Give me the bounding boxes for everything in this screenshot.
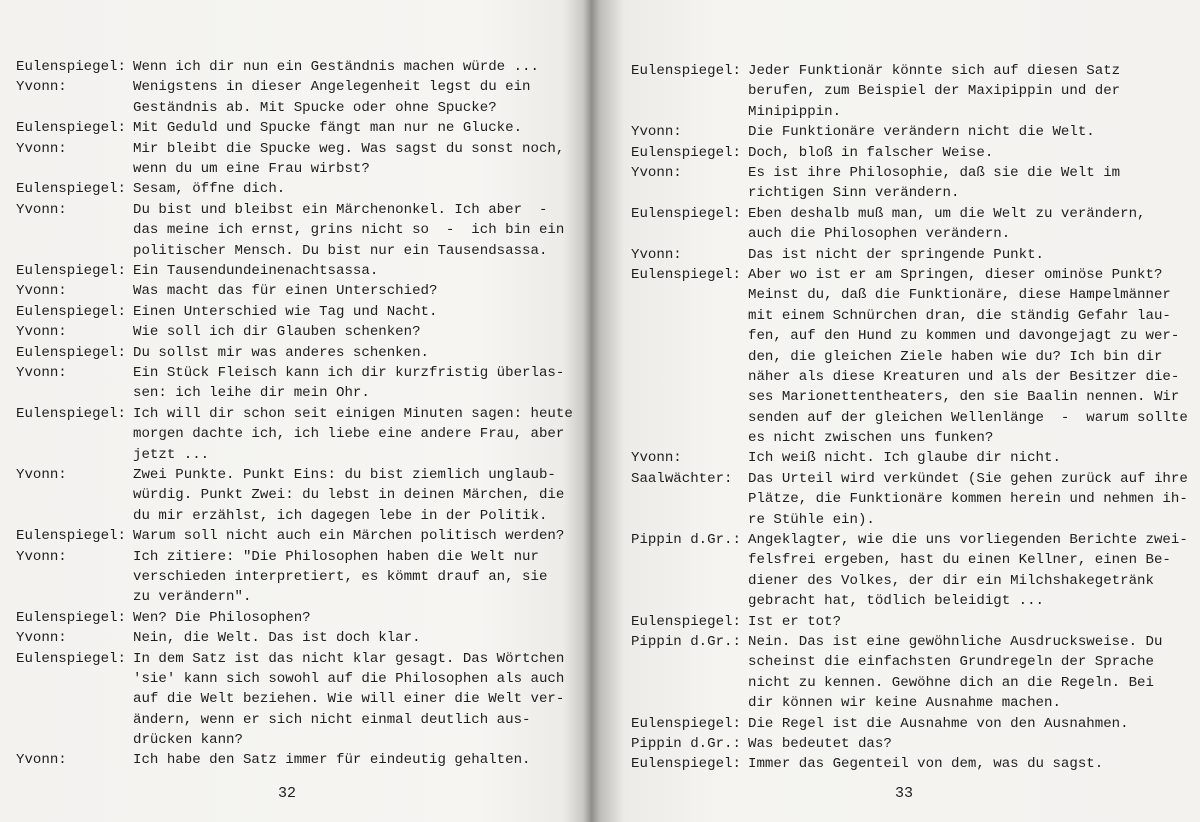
dialogue-entry — [16, 261, 576, 281]
speech-line: du mir erzählst, ich dagegen lebe in der Politik. — [133, 507, 548, 524]
speech-line: Doch, bloß in falscher Weise. — [748, 144, 994, 161]
speech-line: dir können wir keine Ausnahme machen. — [748, 695, 1061, 712]
dialogue-entry — [631, 143, 1186, 163]
speech-line: senden auf der gleichen Wellenlänge - warum sollte — [748, 409, 1188, 426]
speaker-name: Yvonn: — [16, 752, 67, 769]
dialogue-left — [16, 57, 576, 771]
dialogue-entry — [16, 750, 576, 770]
dialogue-entry — [631, 632, 1186, 714]
dialogue-entry — [16, 526, 576, 546]
speech-line: Die Funktionäre verändern nicht die Welt. — [748, 124, 1095, 141]
speaker-name: Eulenspiegel: — [16, 303, 126, 320]
speech-text — [133, 628, 576, 648]
speaker-name: Eulenspiegel: — [16, 59, 126, 75]
speech-line: drücken kann? — [133, 732, 243, 749]
speaker-name: Eulenspiegel: — [631, 613, 741, 630]
speech-line: Ich will dir schon seit einigen Minuten sagen: heute — [133, 405, 573, 422]
speech-text — [748, 714, 1186, 734]
speaker-name: Eulenspiegel: — [631, 715, 741, 732]
speech-line: Das ist nicht der springende Punkt. — [748, 246, 1045, 263]
speech-text — [133, 57, 576, 77]
speaker-name: Eulenspiegel: — [631, 266, 741, 283]
speech-line: In dem Satz ist das nicht klar gesagt. Das Wörtchen — [133, 650, 565, 667]
speaker-name: Yvonn: — [16, 548, 67, 565]
speech-line: Nein, die Welt. Das ist doch klar. — [133, 630, 421, 647]
speech-line: Einen Unterschied wie Tag und Nacht. — [133, 303, 438, 320]
dialogue-entry — [631, 612, 1186, 632]
speech-line: ses Marionettentheaters, den sie Baalin nennen. Wir — [748, 389, 1180, 406]
speaker-name: Pippin d.Gr.: — [631, 532, 741, 549]
speech-text — [133, 343, 576, 363]
dialogue-entry — [631, 204, 1186, 245]
speech-line: fen, auf den Hund zu kommen und davongejagt zu wer- — [748, 328, 1180, 345]
speech-text — [748, 122, 1186, 142]
speech-text — [748, 754, 1186, 774]
speaker-name: Eulenspiegel: — [16, 405, 126, 422]
speech-line: Was bedeutet das? — [748, 735, 892, 752]
dialogue-right — [631, 61, 1186, 775]
speech-line: re Stühle ein). — [748, 511, 875, 528]
speech-line: Jeder Funktionär könnte sich auf diesen Satz — [748, 63, 1121, 79]
speech-line: Ich weiß nicht. Ich glaube dir nicht. — [748, 450, 1061, 467]
speech-text — [133, 118, 576, 138]
dialogue-entry — [16, 547, 576, 608]
dialogue-entry — [16, 302, 576, 322]
speech-line: verschieden interpretiert, es kömmt drauf an, sie — [133, 568, 548, 585]
speech-line: Ich zitiere: "Die Philosophen haben die Welt nur — [133, 548, 539, 565]
speech-line: mit einem Schnürchen dran, die ständig Gefahr lau- — [748, 307, 1171, 324]
speech-line: Ist er tot? — [748, 613, 842, 630]
speech-line: näher als diese Kreaturen und als der Besitzer die- — [748, 368, 1180, 385]
speech-text — [133, 179, 576, 199]
dialogue-entry — [631, 754, 1186, 774]
speech-text — [133, 750, 576, 770]
speech-line: Eben deshalb muß man, um die Welt zu verändern, — [748, 205, 1146, 222]
speaker-name: Yvonn: — [631, 450, 682, 467]
dialogue-entry — [631, 265, 1186, 449]
speaker-name: Eulenspiegel: — [16, 528, 126, 545]
speech-text — [133, 261, 576, 281]
speech-line: Mit Geduld und Spucke fängt man nur ne Glucke. — [133, 120, 523, 137]
speech-text — [133, 200, 576, 261]
speech-line: Du sollst mir was anderes schenken. — [133, 344, 430, 361]
speech-line: Es ist ihre Philosophie, daß sie die Welt im — [748, 164, 1121, 181]
page-number-right: 33 — [895, 785, 914, 802]
speaker-name: Eulenspiegel: — [631, 63, 741, 79]
speaker-name: Eulenspiegel: — [631, 205, 741, 222]
speech-text — [133, 465, 576, 526]
speech-text — [748, 143, 1186, 163]
dialogue-entry — [16, 179, 576, 199]
speech-text — [133, 608, 576, 628]
speech-text — [748, 530, 1188, 612]
speaker-name: Yvonn: — [16, 364, 67, 381]
speech-text — [748, 612, 1186, 632]
speaker-name: Yvonn: — [16, 201, 67, 218]
speech-text — [133, 302, 576, 322]
speaker-name: Eulenspiegel: — [16, 650, 126, 667]
speech-line: Wen? Die Philosophen? — [133, 609, 311, 626]
dialogue-entry — [16, 649, 576, 751]
speaker-name: Yvonn: — [631, 164, 682, 181]
speech-line: ändern, wenn er sich nicht einmal deutlich aus- — [133, 711, 531, 728]
dialogue-entry — [631, 714, 1186, 734]
speaker-name: Yvonn: — [16, 140, 67, 157]
speech-line: Die Regel ist die Ausnahme von den Ausnahmen. — [748, 715, 1129, 732]
speech-line: Sesam, öffne dich. — [133, 181, 286, 198]
speech-line: felsfrei ergeben, hast du einen Kellner, einen Be- — [748, 552, 1171, 569]
speaker-name: Saalwächter: — [631, 470, 733, 487]
speech-line: Ein Tausendundeinenachtsassa. — [133, 262, 379, 279]
dialogue-entry — [16, 363, 576, 404]
dialogue-entry — [16, 281, 576, 301]
speaker-name: Pippin d.Gr.: — [631, 634, 741, 651]
speaker-name: Yvonn: — [631, 246, 682, 263]
dialogue-entry — [631, 122, 1186, 142]
dialogue-entry — [16, 343, 576, 363]
speech-text — [133, 281, 576, 301]
dialogue-entry — [16, 77, 576, 118]
speech-text — [133, 404, 576, 465]
page-right — [615, 0, 1200, 822]
dialogue-entry — [631, 448, 1186, 468]
speech-line: Was macht das für einen Unterschied? — [133, 283, 438, 300]
speech-line: 'sie' kann sich sowohl auf die Philosophen als auch — [133, 670, 565, 687]
speech-line: Warum soll nicht auch ein Märchen politisch werden? — [133, 528, 565, 545]
speech-text — [748, 469, 1188, 530]
dialogue-entry — [16, 608, 576, 628]
speech-line: politischer Mensch. Du bist nur ein Tausendsassa. — [133, 242, 548, 259]
speaker-name: Yvonn: — [16, 466, 67, 483]
page-number-left: 32 — [278, 785, 297, 802]
speech-line: gebracht hat, tödlich beleidigt ... — [748, 593, 1045, 610]
speech-line: Ich habe den Satz immer für eindeutig gehalten. — [133, 752, 531, 769]
speech-line: Wenn ich dir nun ein Geständnis machen würde ... — [133, 59, 539, 75]
dialogue-entry — [16, 118, 576, 138]
speech-line: würdig. Punkt Zwei: du lebst in deinen Märchen, die — [133, 487, 565, 504]
speech-text — [748, 265, 1188, 449]
speaker-name: Yvonn: — [16, 283, 67, 300]
speech-line: Aber wo ist er am Springen, dieser ominöse Punkt? — [748, 266, 1163, 283]
speech-line: zu verändern". — [133, 589, 252, 606]
speaker-name: Yvonn: — [16, 324, 67, 341]
speech-line: Plätze, die Funktionäre kommen herein und nehmen ih- — [748, 491, 1188, 508]
speech-text — [748, 734, 1186, 754]
speech-line: Wie soll ich dir Glauben schenken? — [133, 324, 421, 341]
dialogue-entry — [631, 245, 1186, 265]
speech-text — [133, 363, 576, 404]
speaker-name: Pippin d.Gr.: — [631, 735, 741, 752]
speech-text — [133, 547, 576, 608]
speech-line: Immer das Gegenteil von dem, was du sagst. — [748, 756, 1104, 773]
speech-line: Geständnis ab. Mit Spucke oder ohne Spucke? — [133, 99, 497, 116]
speech-line: auf die Welt beziehen. Wie will einer die Welt ver- — [133, 691, 565, 708]
speaker-name: Eulenspiegel: — [631, 144, 741, 161]
speech-text — [133, 322, 576, 342]
speaker-name: Eulenspiegel: — [631, 756, 741, 773]
page-left — [0, 0, 585, 822]
speaker-name: Yvonn: — [16, 630, 67, 647]
speech-line: scheinst die einfachsten Grundregeln der Sprache — [748, 654, 1154, 671]
dialogue-entry — [631, 530, 1186, 612]
speech-text — [133, 77, 576, 118]
dialogue-entry — [16, 139, 576, 180]
speech-line: jetzt ... — [133, 446, 210, 463]
speech-line: Mir bleibt die Spucke weg. Was sagst du sonst noch, — [133, 140, 565, 157]
speech-line: wenn du um eine Frau wirbst? — [133, 160, 370, 177]
speech-line: sen: ich leihe dir mein Ohr. — [133, 385, 370, 402]
speech-line: es nicht zwischen uns funken? — [748, 430, 994, 447]
speaker-name: Eulenspiegel: — [16, 344, 126, 361]
speech-text — [748, 448, 1186, 468]
dialogue-entry — [631, 61, 1186, 122]
speech-line: Ein Stück Fleisch kann ich dir kurzfristig überlas- — [133, 364, 565, 381]
speech-line: Minipippin. — [748, 103, 842, 120]
speech-text — [748, 632, 1186, 714]
speech-line: den, die gleichen Ziele haben wie du? Ich bin dir — [748, 348, 1163, 365]
speech-text — [748, 204, 1186, 245]
dialogue-entry — [16, 404, 576, 465]
speaker-name: Eulenspiegel: — [16, 120, 126, 137]
speech-line: richtigen Sinn verändern. — [748, 185, 960, 202]
speech-text — [133, 139, 576, 180]
speech-text — [748, 245, 1186, 265]
dialogue-entry — [16, 200, 576, 261]
speech-text — [133, 649, 576, 751]
speaker-name: Yvonn: — [16, 79, 67, 96]
dialogue-entry — [631, 469, 1186, 530]
speech-line: nicht zu kennen. Gewöhne dich an die Regeln. Bei — [748, 674, 1154, 691]
speech-text — [748, 61, 1186, 122]
dialogue-entry — [16, 465, 576, 526]
speech-line: auch die Philosophen verändern. — [748, 226, 1011, 243]
speech-line: Das Urteil wird verkündet (Sie gehen zurück auf ihre — [748, 470, 1188, 487]
speaker-name: Yvonn: — [631, 124, 682, 141]
speech-line: Wenigstens in dieser Angelegenheit legst du ein — [133, 79, 531, 96]
speech-line: berufen, zum Beispiel der Maxipippin und der — [748, 83, 1121, 100]
speech-line: Du bist und bleibst ein Märchenonkel. Ich aber - — [133, 201, 548, 218]
speech-text — [133, 526, 576, 546]
speech-line: das meine ich ernst, grins nicht so - ich bin ein — [133, 222, 565, 239]
speech-text — [748, 163, 1186, 204]
speaker-name: Eulenspiegel: — [16, 262, 126, 279]
dialogue-entry — [631, 734, 1186, 754]
dialogue-entry — [16, 322, 576, 342]
speech-line: Angeklagter, wie die uns vorliegenden Berichte zwei- — [748, 532, 1188, 549]
speech-line: Nein. Das ist eine gewöhnliche Ausdrucksweise. Du — [748, 634, 1163, 651]
speaker-name: Eulenspiegel: — [16, 181, 126, 198]
speaker-name: Eulenspiegel: — [16, 609, 126, 626]
speech-line: morgen dachte ich, ich liebe eine andere Frau, aber — [133, 426, 565, 443]
book-gutter — [585, 0, 615, 822]
speech-line: diener des Volkes, der dir ein Milchshakegetränk — [748, 572, 1154, 589]
dialogue-entry — [16, 57, 576, 77]
dialogue-entry — [16, 628, 576, 648]
speech-line: Zwei Punkte. Punkt Eins: du bist ziemlich unglaub- — [133, 466, 556, 483]
speech-line: Meinst du, daß die Funktionäre, diese Hampelmänner — [748, 287, 1171, 304]
dialogue-entry — [631, 163, 1186, 204]
